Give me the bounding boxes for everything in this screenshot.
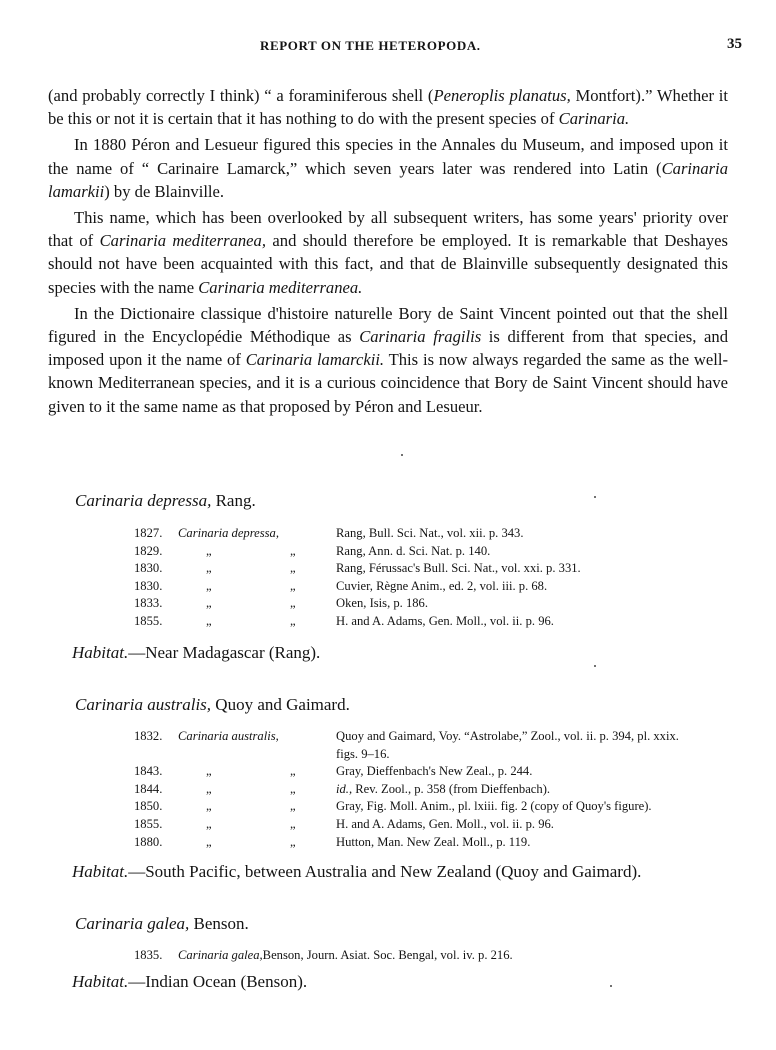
synonym-row: 1835. Carinaria galea, Benson, Journ. Asiat. Soc. Bengal, vol. iv. p. 216. <box>134 948 513 962</box>
habitat-line: Habitat.—Near Madagascar (Rang). <box>72 643 321 662</box>
synonym-row: 1833. „ „ Oken, Isis, p. 186. <box>134 596 428 611</box>
synonym-row: 1829. „ „ Rang, Ann. d. Sci. Nat. p. 140. <box>134 543 491 558</box>
synonym-row: 1880. „ „ Hutton, Man. New Zeal. Moll., p. 119. <box>134 834 531 849</box>
synonym-row: 1844. „ „ id., Rev. Zool., p. 358 (from Dieffenbach). <box>134 781 551 796</box>
page-number: 35 <box>727 36 742 52</box>
synonymy-table <box>134 525 581 631</box>
synonym-row: 1855. „ „ H. and A. Adams, Gen. Moll., vol. ii. p. 96. <box>134 816 554 831</box>
print-speck <box>594 496 596 498</box>
species-heading: Carinaria australis, Quoy and Gaimard. <box>75 695 350 714</box>
print-speck <box>610 985 612 987</box>
synonym-row: 1850. „ „ Gray, Fig. Moll. Anim., pl. lxiii. fig. 2 (copy of Quoy's figure). <box>134 799 652 814</box>
synonym-row: 1830. „ „ Cuvier, Règne Anim., ed. 2, vol. iii. p. 68. <box>134 578 548 593</box>
synonym-row-continuation: figs. 9–16. <box>336 746 390 761</box>
print-speck <box>401 454 403 456</box>
paragraph-3: This name, which has been overlooked by all subsequent writers, has some years' priority over that of Carinaria mediterranea, and should therefore be employed. It is remarkable that Deshayes should not have been acquainted with this fact, and that de Blainville subsequently designated this species with the name Carinaria mediterranea. <box>48 208 728 297</box>
synonym-row: 1827. Carinaria depressa, Rang, Bull. Sci. Nat., vol. xii. p. 343. <box>134 526 524 540</box>
species-heading: Carinaria galea, Benson. <box>75 914 249 933</box>
paragraph-2: In 1880 Péron and Lesueur figured this species in the Annales du Museum, and imposed upon it the name of “ Carinaire Lamarck,” which seven years later was rendered into Latin (Carinaria lamarkii) by de Blainville. <box>48 135 728 201</box>
paragraph-4: In the Dictionaire classique d'histoire naturelle Bory de Saint Vincent pointed out that the shell figured in the Encyclopédie Méthodique as Carinaria fragilis is different from that species, and imposed upon it the name of Carinaria lamarckii. This is now always regarded the same as the well-known Mediterranean species, and it is a curious coincidence that Bory de Saint Vincent should have given to it the same name as that proposed by Péron and Lesueur. <box>48 303 728 416</box>
synonym-row: 1843. „ „ Gray, Dieffenbach's New Zeal., p. 244. <box>134 764 533 779</box>
body-text <box>48 84 728 421</box>
species-heading: Carinaria depressa, Rang. <box>75 491 256 510</box>
synonym-row: 1830. „ „ Rang, Férussac's Bull. Sci. Nat., vol. xxi. p. 331. <box>134 561 581 576</box>
print-speck <box>594 665 596 667</box>
habitat-line: Habitat.—South Pacific, between Australia and New Zealand (Quoy and Gaimard). <box>72 862 642 881</box>
habitat-line: Habitat.—Indian Ocean (Benson). <box>72 972 308 991</box>
synonymy-table <box>134 947 513 965</box>
synonym-row: 1855. „ „ H. and A. Adams, Gen. Moll., vol. ii. p. 96. <box>134 613 554 628</box>
synonym-row: 1832. Carinaria australis, Quoy and Gaimard, Voy. “Astrolabe,” Zool., vol. ii. p. 394, pl. xxix. <box>134 729 679 743</box>
synonymy-table <box>134 728 679 851</box>
paragraph-1: (and probably correctly I think) “ a foraminiferous shell (Peneroplis planatus, Montfort).” Whether it be this or not it is certain that it has nothing to do with the present species of Carinaria. <box>48 86 728 129</box>
running-head: REPORT ON THE HETEROPODA. <box>260 38 481 53</box>
